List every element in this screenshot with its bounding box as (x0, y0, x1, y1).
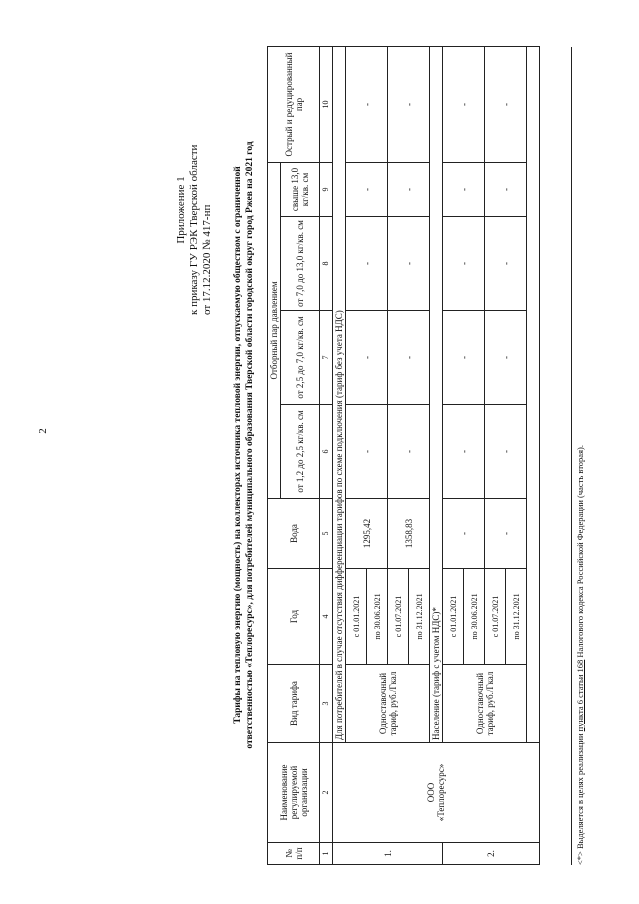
footnote-suffix: Налогового кодекса Российской Федерации (часть вторая). (575, 445, 585, 658)
index-cell: 8 (320, 217, 333, 311)
steam-3-value: - (443, 217, 485, 311)
sharp-steam-value: - (346, 46, 388, 162)
steam-3-value: - (485, 217, 527, 311)
org-name-line-1: ООО (426, 782, 436, 803)
water-value: 1358,83 (388, 499, 430, 569)
section-no-differentiation: Для потребителей в случае отсутствия дифференциации тарифов по схеме подключения (тариф без учета НДС) (333, 46, 346, 742)
period-start: с 01.01.2021 (443, 569, 464, 665)
steam-3-value: - (388, 217, 430, 311)
water-value: - (443, 499, 485, 569)
steam-2-value: - (388, 311, 430, 405)
water-value: 1295,42 (346, 499, 388, 569)
steam-2-value: - (346, 311, 388, 405)
steam-1-value: - (388, 405, 430, 499)
tariff-label-1: Одноставочный тариф, руб./Гкал (346, 665, 430, 743)
index-cell: 6 (320, 405, 333, 499)
index-cell: 3 (320, 665, 333, 743)
index-cell: 5 (320, 499, 333, 569)
title-line-2: ответственностью «Теплоресурс», для потребителей муниципального образования Тверской области городской округ город Ржев на 2021 год (245, 141, 255, 749)
header-steam-3: от 7,0 до 13,0 кг/кв. см (281, 217, 320, 311)
period-start: с 01.01.2021 (346, 569, 367, 665)
header-steam-4: свыше 13,0 кг/кв. см (281, 162, 320, 216)
title-line-1: Тарифы на тепловую энергию (мощность) на коллекторах источника тепловой энергии, отпускаемую обществом с ограниченной (233, 166, 243, 724)
sharp-steam-value: - (443, 46, 485, 162)
header-steam-2: от 2,5 до 7,0 кг/кв. см (281, 311, 320, 405)
page-number: 2 (36, 428, 49, 434)
steam-2-value: - (443, 311, 485, 405)
sharp-steam-value: - (485, 46, 527, 162)
table-row (443, 46, 464, 864)
footnote (571, 47, 585, 865)
steam-4-value: - (346, 162, 388, 216)
row-number-2: 2. (443, 843, 540, 865)
tariff-table (267, 46, 540, 865)
index-cell: 7 (320, 311, 333, 405)
org-name-line-2: «Теплоресурс» (436, 763, 446, 822)
footnote-law-link[interactable]: пункта 6 статьи 168 (575, 659, 585, 732)
index-row (320, 46, 333, 864)
header-water: Вода (268, 499, 320, 569)
header-tariff-type: Вид тарифа (268, 665, 320, 743)
index-cell: 9 (320, 162, 333, 216)
period-end: по 31.12.2021 (506, 569, 527, 665)
org-name-cell (333, 743, 540, 843)
table-row (527, 46, 540, 864)
appendix-order: к приказу ГУ РЭК Тверской области (188, 144, 200, 315)
steam-4-value: - (443, 162, 485, 216)
steam-3-value: - (346, 217, 388, 311)
appendix-header (175, 45, 214, 315)
index-cell: 10 (320, 46, 333, 162)
period-end: по 30.06.2021 (367, 569, 388, 665)
steam-2-value: - (485, 311, 527, 405)
index-cell: 2 (320, 743, 333, 843)
steam-4-value: - (388, 162, 430, 216)
header-org: Наименование регулируемой организации (268, 743, 320, 843)
steam-1-value: - (443, 405, 485, 499)
table-row (333, 46, 346, 864)
header-steam-1: от 1,2 до 2,5 кг/кв. см (281, 405, 320, 499)
period-start: с 01.07.2021 (485, 569, 506, 665)
row-number-1: 1. (333, 843, 443, 865)
steam-1-value: - (485, 405, 527, 499)
footnote-prefix: <*> Выделяется в целях реализации (575, 733, 585, 865)
header-year: Год (268, 569, 320, 665)
empty-trailing-row (527, 46, 540, 742)
table-row (430, 46, 443, 864)
header-steam-group: Отборный пар давлением (268, 162, 281, 498)
appendix-date: от 17.12.2020 № 417-нп (201, 204, 213, 315)
index-cell: 1 (320, 843, 333, 865)
steam-4-value: - (485, 162, 527, 216)
header-num: № п/п (268, 843, 320, 865)
section-population: Население (тариф с учетом НДС)* (430, 46, 443, 742)
rotated-page-content (175, 45, 595, 865)
sharp-steam-value: - (388, 46, 430, 162)
index-cell: 4 (320, 569, 333, 665)
water-value: - (485, 499, 527, 569)
period-end: по 31.12.2021 (409, 569, 430, 665)
period-start: с 01.07.2021 (388, 569, 409, 665)
document-title (232, 55, 256, 835)
appendix-title: Приложение 1 (175, 176, 187, 244)
period-end: по 30.06.2021 (464, 569, 485, 665)
header-sharp-steam: Острый и редуцированный пар (268, 46, 320, 162)
tariff-label-2: Одноставочный тариф, руб./Гкал (443, 665, 527, 743)
steam-1-value: - (346, 405, 388, 499)
table-row (346, 46, 367, 864)
header-row (268, 46, 281, 864)
